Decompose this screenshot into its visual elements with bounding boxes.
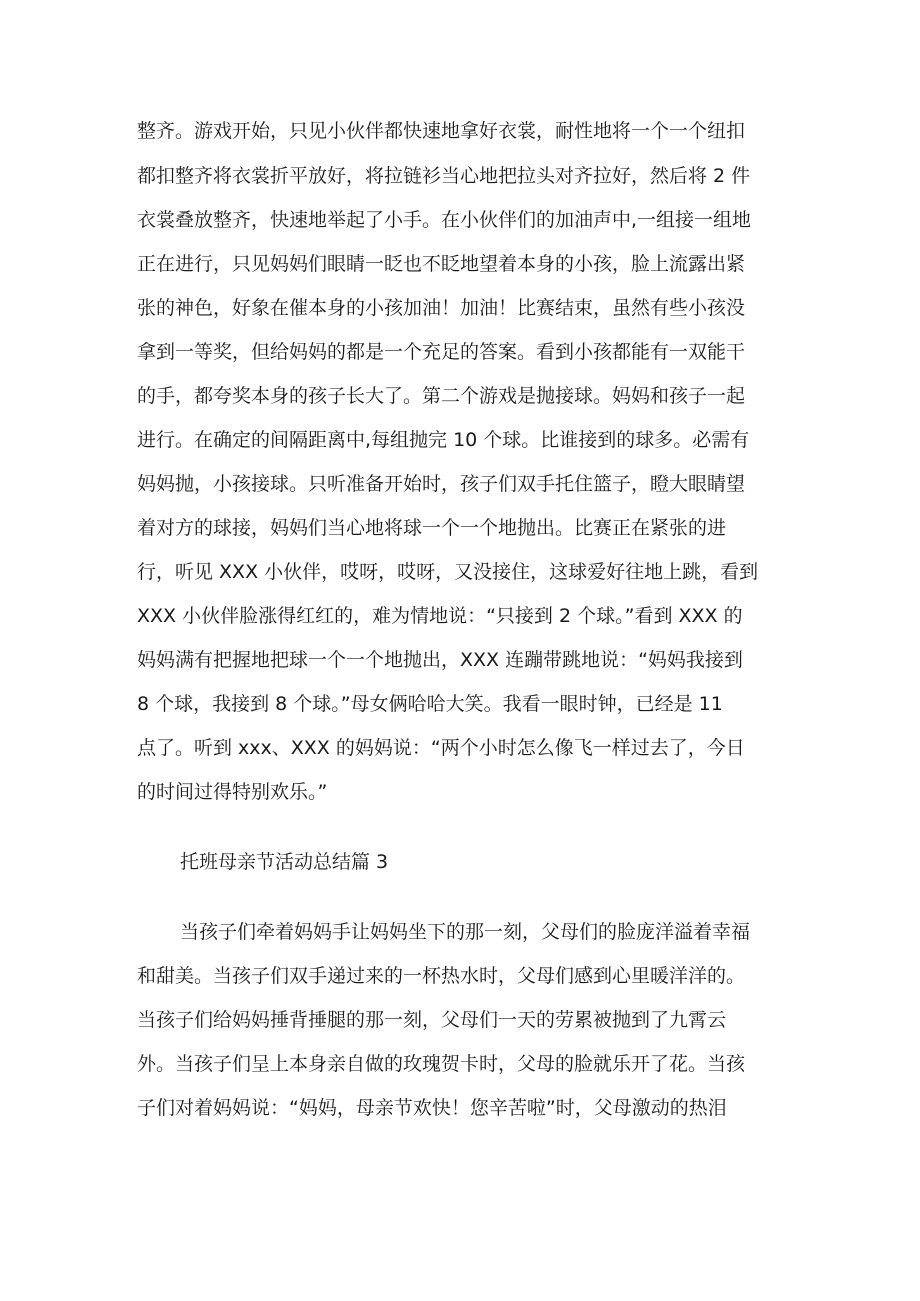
- text-line: 当孩子们牵着妈妈手让妈妈坐下的那一刻，父母们的脸庞洋溢着幸福: [180, 921, 751, 943]
- text-line: 子们对着妈妈说：“妈妈，母亲节欢快！您辛苦啦”时，父母激动的热泪: [137, 1097, 727, 1119]
- text-line: 张的神色，好象在催本身的小孩加油！加油！比赛结束，虽然有些小孩没: [137, 297, 746, 319]
- text-line: XXX 小伙伴脸涨得红红的，难为情地说：“只接到 2 个球。”看到 XXX 的: [137, 605, 743, 627]
- text-line: 拿到一等奖，但给妈妈的都是一个充足的答案。看到小孩都能有一双能干: [137, 341, 746, 363]
- text-line: 8 个球，我接到 8 个球。”母女俩哈哈大笑。我看一眼时钟，已经是 11: [137, 693, 723, 715]
- text-line: 都扣整齐将衣裳折平放好，将拉链衫当心地把拉头对齐拉好，然后将 2 件: [137, 165, 751, 187]
- text-line: 的时间过得特别欢乐。”: [137, 781, 328, 803]
- text-line: 的手，都夸奖本身的孩子长大了。第二个游戏是抛接球。妈妈和孩子一起: [137, 385, 746, 407]
- text-line: 着对方的球接，妈妈们当心地将球一个一个地抛出。比赛正在紧张的进: [137, 517, 727, 539]
- text-line: 外。当孩子们呈上本身亲自做的玫瑰贺卡时，父母的脸就乐开了花。当孩: [137, 1053, 746, 1075]
- text-line: 当孩子们给妈妈捶背捶腿的那一刻，父母们一天的劳累被抛到了九霄云: [137, 1009, 727, 1031]
- text-line: 进行。在确定的间隔距离中,每组抛完 10 个球。比谁接到的球多。必需有: [137, 429, 750, 451]
- text-line: 衣裳叠放整齐，快速地举起了小手。在小伙伴们的加油声中,一组接一组地: [137, 209, 752, 231]
- text-line: 和甜美。当孩子们双手递过来的一杯热水时，父母们感到心里暖洋洋的。: [137, 965, 746, 987]
- text-line: 行，听见 XXX 小伙伴，哎呀，哎呀，又没接住，这球爱好往地上跳，看到: [137, 561, 759, 583]
- text-line: 妈妈满有把握地把球一个一个地抛出，XXX 连蹦带跳地说：“妈妈我接到: [137, 649, 743, 671]
- text-line: 妈妈抛，小孩接球。只听准备开始时，孩子们双手托住篮子，瞪大眼睛望: [137, 473, 746, 495]
- text-line: 正在进行，只见妈妈们眼睛一眨也不眨地望着本身的小孩，脸上流露出紧: [137, 253, 746, 275]
- text-line: 点了。听到 xxx、XXX 的妈妈说：“两个小时怎么像飞一样过去了，今日: [137, 737, 745, 759]
- section-heading: 托班母亲节活动总结篇 3: [180, 851, 389, 873]
- text-line: 整齐。游戏开始，只见小伙伴都快速地拿好衣裳，耐性地将一个一个纽扣: [137, 120, 746, 142]
